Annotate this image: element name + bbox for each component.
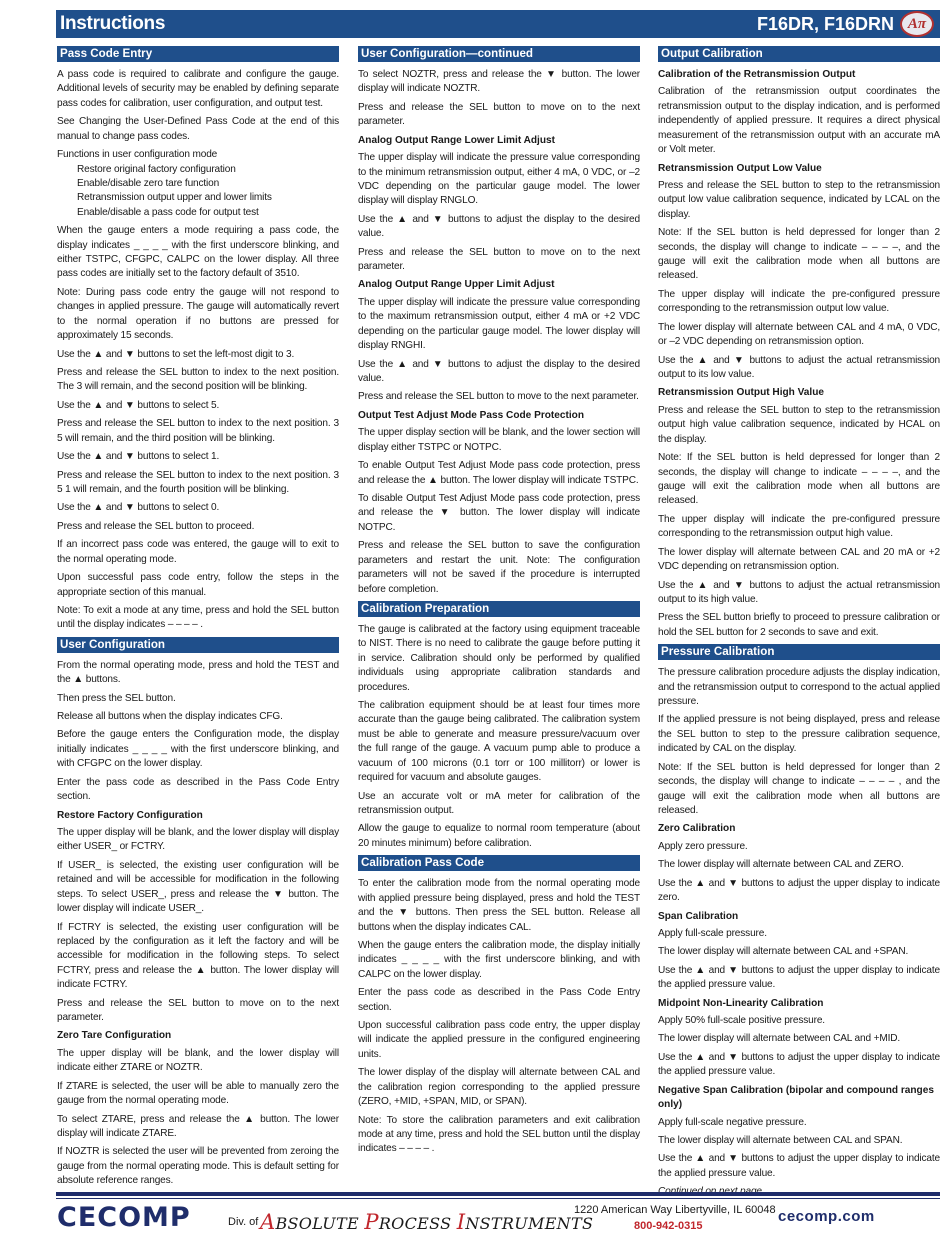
subheading-zero-tare: Zero Tare Configuration <box>57 1030 172 1042</box>
footer-rule <box>56 1192 940 1196</box>
paragraph: Apply 50% full-scale positive pressure. <box>658 1015 825 1027</box>
footer-phone: 800-942-0315 <box>634 1220 703 1232</box>
division-label: Div. of <box>228 1216 259 1228</box>
paragraph: The upper display will indicate the pre-configured pressure corresponding to the retransmission output high value. <box>658 513 940 540</box>
paragraph: From the normal operating mode, press and hold the TEST and the ▲ buttons. <box>57 659 339 686</box>
company-initial-a: A <box>260 1210 276 1234</box>
paragraph: Press and release the SEL button to index to the next position. 3 5 1 will remain, and the fourth position will be blinking. <box>57 469 339 495</box>
paragraph: Use the ▲ and ▼ buttons to adjust the actual retransmission output to its high value. <box>658 579 940 605</box>
paragraph: Note: If the SEL button is held depressed for longer than 2 seconds, the display will change to indicate – – – – , and the gauge will exit the calibration mode when all buttons are released. <box>658 761 940 816</box>
paragraph: See Changing the User-Defined Pass Code at the end of this manual to change pass codes. <box>57 116 339 142</box>
section-heading-output-calibration: Output Calibration <box>658 46 940 62</box>
subheading-zero-calibration: Zero Calibration <box>658 823 736 835</box>
paragraph: The lower display will alternate between CAL and +MID. <box>658 1033 901 1045</box>
list-item: Retransmission output upper and lower limits <box>77 192 272 204</box>
company-word-process: ROCESS <box>378 1214 457 1233</box>
list-item: Enable/disable zero tare function <box>77 177 220 189</box>
paragraph: Functions in user configuration mode <box>57 149 218 161</box>
footer-address: 1220 American Way Libertyville, IL 60048 <box>574 1204 776 1216</box>
paragraph: Press and release the SEL button to proceed. <box>57 520 255 532</box>
company-initial-i: I <box>456 1210 466 1234</box>
paragraph: Press and release the SEL button to move on to the next parameter. <box>358 101 640 128</box>
paragraph: Press and release the SEL button to index to the next position. The 3 will remain, and the second position will be blinking. <box>57 367 339 393</box>
paragraph: Apply zero pressure. <box>658 840 748 852</box>
paragraph: Note: If the SEL button is held depressed for longer than 2 seconds, the display will change to indicate – – – –, and the gauge will exit the calibration mode when all buttons are released. <box>658 452 940 507</box>
company-word-instruments: NSTRUMENTS <box>465 1214 594 1233</box>
paragraph: If the applied pressure is not being displayed, press and release the SEL button to step to the pressure calibration sequence, indicated by CAL on the display. <box>658 714 940 755</box>
paragraph: The lower display will alternate between CAL and 4 mA, 0 VDC, or –2 VDC depending on retransmission option. <box>658 321 940 348</box>
paragraph: Press and release the SEL button to save the configuration parameters and restart the unit. Note: The configuration parameters will not be saved if the procedure is interrupted before completion. <box>358 540 640 595</box>
paragraph: Press the SEL button briefly to proceed to pressure calibration or hold the SEL button for 2 seconds to save and exit. <box>658 612 940 638</box>
paragraph: The upper display will indicate the pre-configured pressure corresponding to the retransmission output low value. <box>658 288 940 315</box>
paragraph: The gauge is calibrated at the factory using equipment traceable to NIST. There is no need to calibrate the gauge before putting it in service. Calibration should only be performed by qualified individuals using appropriate calibration standards and procedures. <box>358 623 640 693</box>
company-word-absolute: BSOLUTE <box>275 1214 365 1233</box>
footer-rule-thin <box>56 1198 940 1199</box>
list-item: Enable/disable a pass code for output test <box>77 206 259 218</box>
paragraph: If an incorrect pass code was entered, the gauge will to exit to the normal operating mode. <box>57 539 339 565</box>
section-heading-calibration-pass-code: Calibration Pass Code <box>358 855 640 871</box>
subheading-retransmission: Calibration of the Retransmission Output <box>658 69 856 80</box>
paragraph: Before the gauge enters the Configuration mode, the display initially indicates _ _ _ _ with the first underscore blinking, and with CFGPC on the lower display. <box>57 729 339 770</box>
paragraph: Enter the pass code as described in the Pass Code Entry section. <box>358 987 640 1013</box>
paragraph: The upper display section will be blank, and the lower section will display either TSTPC or NOTPC. <box>358 427 640 453</box>
paragraph: If USER_ is selected, the existing user configuration will be retained and will be accessible for modification in the following steps. To select USER_, press and release the ▼ button. The lower display will indicate USER_. <box>57 859 339 915</box>
page-header <box>56 10 940 38</box>
subheading-output-test: Output Test Adjust Mode Pass Code Protection <box>358 409 584 421</box>
paragraph: The upper display will be blank, and the lower display will display either USER_ or FCTRY. <box>57 826 339 853</box>
paragraph: Calibration of the retransmission output coordinates the retransmission output to the display indication, and is performed independently of applied pressure. It requires a direct physical measurement of the retransmission output with an accurate mA or Volt meter. <box>658 86 940 156</box>
paragraph: Use the ▲ and ▼ buttons to select 0. <box>57 502 220 514</box>
company-initial-p: P <box>364 1210 379 1234</box>
api-logo-icon: Aπ <box>900 11 934 37</box>
paragraph: If NOZTR is selected the user will be prevented from zeroing the gauge from the normal operating mode. This is default setting for absolute reference ranges. <box>57 1146 339 1187</box>
column-left <box>57 46 339 1193</box>
paragraph: Enter the pass code as described in the Pass Code Entry section. <box>57 776 339 803</box>
paragraph: Press and release the SEL button to step to the retransmission output high value calibration sequence, indicated by HCAL on the display. <box>658 404 940 445</box>
footer-website-link[interactable]: cecomp.com <box>778 1208 875 1225</box>
model-label: F16DR, F16DRN <box>756 13 894 34</box>
list-item: Restore original factory configuration <box>77 163 236 175</box>
paragraph: When the gauge enters the calibration mode, the display initially indicates _ _ _ _ with the first underscore blinking, and with CALPC on the lower display. <box>358 939 640 980</box>
subheading-upper-limit: Analog Output Range Upper Limit Adjust <box>358 279 555 291</box>
paragraph: Use the ▲ and ▼ buttons to adjust the actual retransmission output to its low value. <box>658 354 940 381</box>
paragraph: Note: To exit a mode at any time, press and hold the SEL button until the display indicates – – – – . <box>57 604 339 631</box>
paragraph: The lower display will alternate between CAL and +SPAN. <box>658 946 909 958</box>
paragraph: To select NOZTR, press and release the ▼ button. The lower display will indicate NOZTR. <box>358 69 640 95</box>
paragraph: The upper display will indicate the pressure value corresponding to the minimum retransmission output, either 4 mA, 0 VDC, or –2 VDC depending on the particular gauge model. The lower display will display RNGLO. <box>358 152 640 207</box>
paragraph: Allow the gauge to equalize to normal room temperature (about 20 minutes minimum) before calibration. <box>358 823 640 849</box>
paragraph: Upon successful calibration pass code entry, the upper display will indicate the applied pressure in the configured engineering units. <box>358 1020 640 1060</box>
paragraph: Use the ▲ and ▼ buttons to select 5. <box>57 399 220 411</box>
paragraph: Use the ▲ and ▼ buttons to adjust the upper display to indicate the applied pressure value. <box>658 1153 940 1179</box>
paragraph: The lower display will alternate between CAL and ZERO. <box>658 859 904 871</box>
paragraph: Note: If the SEL button is held depressed for longer than 2 seconds, the display will change to indicate – – – –, and the gauge will exit the calibration mode when all buttons are released. <box>658 227 940 282</box>
paragraph: Press and release the SEL button to move on to the next parameter. <box>358 246 640 273</box>
paragraph: When the gauge enters a mode requiring a pass code, the display indicates _ _ _ _ with the first underscore blinking, and either TSTPC, CFGPC, CALPC on the lower display. All three pass codes are initially set to the factory default of 3510. <box>57 225 339 280</box>
paragraph: The lower display will alternate between CAL and 20 mA or +2 VDC depending on retransmission option. <box>658 546 940 573</box>
paragraph: Apply full-scale pressure. <box>658 927 767 939</box>
paragraph: The upper display will be blank, and the lower display will indicate either ZTARE or NOZTR. <box>57 1047 339 1074</box>
paragraph: Use an accurate volt or mA meter for calibration of the retransmission output. <box>358 790 640 816</box>
subheading-midpoint-calibration: Midpoint Non-Linearity Calibration <box>658 997 824 1009</box>
paragraph: The calibration equipment should be at least four times more accurate than the gauge being calibrated. The calibration system must be able to generate and measure pressure/vacuum over the full range of the gauge. A vacuum pump able to produce a vacuum of 100 microns (0.1 torr or 100 millitorr) or lower is required for vacuum and absolute gauges. <box>358 700 640 784</box>
subheading-high-value: Retransmission Output High Value <box>658 387 825 399</box>
paragraph: Use the ▲ and ▼ buttons to select 1. <box>57 451 220 463</box>
section-heading-user-configuration: User Configuration <box>57 637 339 653</box>
paragraph: Use the ▲ and ▼ buttons to adjust the display to the desired value. <box>358 358 640 385</box>
paragraph: The lower display of the display will alternate between CAL and the calibration region corresponding to the applied pressure (ZERO, +MID, +SPAN, MID, or SPAN). <box>358 1067 640 1108</box>
paragraph: Note: To store the calibration parameters and exit calibration mode at any time, press and hold the SEL button until the display indicates – – – – . <box>358 1114 640 1155</box>
model-numbers <box>757 11 934 37</box>
section-heading-pressure-calibration: Pressure Calibration <box>658 644 940 660</box>
page-title: Instructions <box>60 13 166 34</box>
column-right <box>658 46 940 1204</box>
paragraph: If FCTRY is selected, the existing user configuration will be replaced by the configuration as it left the factory and will be accessible for modification in the following steps. To select FCTRY, press and release the ▲ button. The lower display will indicate FCTRY. <box>57 921 339 991</box>
paragraph: Press and release the SEL button to index to the next position. 3 5 will remain, and the third position will be blinking. <box>57 418 339 444</box>
subheading-restore-factory: Restore Factory Configuration <box>57 809 203 821</box>
paragraph: Use the ▲ and ▼ buttons to set the left-most digit to 3. <box>57 348 295 360</box>
paragraph: Note: During pass code entry the gauge will not respond to changes in applied pressure. The gauge will automatically revert to the normal operation if no buttons are pressed for approximately 15 seconds. <box>57 286 339 342</box>
paragraph: A pass code is required to calibrate and configure the gauge. Additional levels of security may be enabled by defining separate pass codes for calibration, user configuration, and output test. <box>57 69 339 109</box>
paragraph: Then press the SEL button. <box>57 692 176 704</box>
company-name <box>260 1210 593 1234</box>
paragraph: To select ZTARE, press and release the ▲ button. The lower display will indicate ZTARE. <box>57 1113 339 1139</box>
paragraph: Upon successful pass code entry, follow the steps in the appropriate section of this manual. <box>57 572 339 598</box>
section-heading-user-config-continued: User Configuration—continued <box>358 46 640 62</box>
cecomp-logo: CECOMP <box>57 1202 191 1233</box>
paragraph: Use the ▲ and ▼ buttons to adjust the display to the desired value. <box>358 213 640 240</box>
paragraph: Press and release the SEL button to move on to the next parameter. <box>57 997 339 1024</box>
paragraph: Release all buttons when the display indicates CFG. <box>57 711 283 723</box>
subheading-span-calibration: Span Calibration <box>658 910 739 922</box>
section-heading-calibration-preparation: Calibration Preparation <box>358 601 640 617</box>
paragraph: Press and release the SEL button to step to the retransmission output low value calibration sequence, indicated by LCAL on the display. <box>658 179 940 220</box>
paragraph: To disable Output Test Adjust Mode pass code protection, press and release the ▼ button. The lower display will indicate NOTPC. <box>358 492 640 533</box>
paragraph: The upper display will indicate the pressure value corresponding to the maximum retransmission output, either 4 mA or +2 VDC depending on the particular gauge model. The lower display will display RNGHI. <box>358 296 640 352</box>
subheading-lower-limit: Analog Output Range Lower Limit Adjust <box>358 134 556 146</box>
paragraph: Use the ▲ and ▼ buttons to adjust the upper display to indicate zero. <box>658 877 940 904</box>
paragraph: Apply full-scale negative pressure. <box>658 1116 807 1128</box>
paragraph: Press and release the SEL button to move to the next parameter. <box>358 391 639 403</box>
paragraph: The pressure calibration procedure adjusts the display indication, and the retransmission output to correspond to the actual applied pressure. <box>658 667 940 708</box>
subheading-negative-span: Negative Span Calibration (bipolar and compound ranges only) <box>658 1084 934 1111</box>
paragraph: The lower display will alternate between CAL and SPAN. <box>658 1135 903 1146</box>
paragraph: Use the ▲ and ▼ buttons to adjust the upper display to indicate the applied pressure value. <box>658 1051 940 1078</box>
section-heading-pass-code-entry: Pass Code Entry <box>57 46 339 62</box>
paragraph: To enter the calibration mode from the normal operating mode with applied pressure being displayed, press and hold the TEST and the ▼ buttons. Then press the SEL button. Release all buttons when the display indicates CAL. <box>358 878 640 933</box>
paragraph: Use the ▲ and ▼ buttons to adjust the upper display to indicate the applied pressure value. <box>658 964 940 991</box>
paragraph: To enable Output Test Adjust Mode pass code protection, press and release the ▲ button. The lower display will indicate TSTPC. <box>358 460 640 486</box>
column-middle <box>358 46 640 1161</box>
paragraph: If ZTARE is selected, the user will be able to manually zero the gauge from the normal operating mode. <box>57 1080 339 1107</box>
subheading-low-value: Retransmission Output Low Value <box>658 162 822 174</box>
